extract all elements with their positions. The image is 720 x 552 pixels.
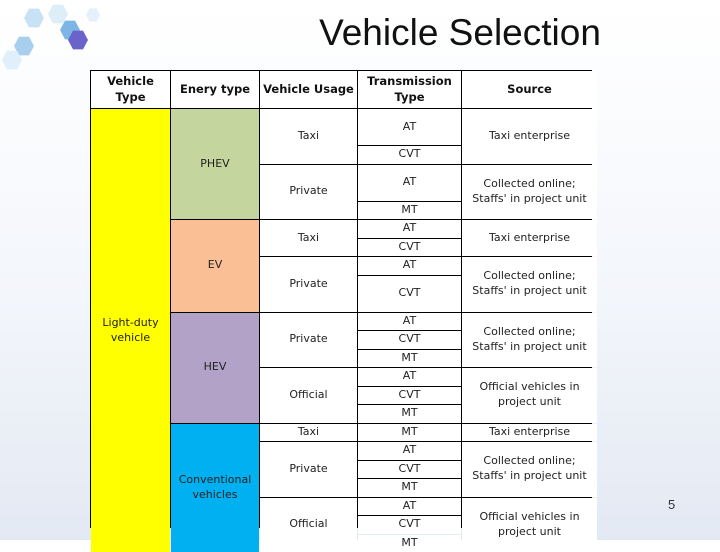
decorative-hexagon (24, 8, 44, 28)
transmission-cell: AT (358, 165, 461, 201)
transmission-cell: CVT (358, 146, 461, 164)
source-cell: Collected online; Staffs' in project unit (462, 165, 597, 220)
usage-cell: Taxi (260, 220, 357, 256)
transmission-cell: AT (358, 368, 461, 386)
transmission-cell: MT (358, 424, 461, 442)
usage-cell: Private (260, 257, 357, 312)
transmission-cell: CVT (358, 331, 461, 349)
transmission-cell: AT (358, 313, 461, 331)
transmission-cell: CVT (358, 461, 461, 479)
source-cell: Collected online; Staffs' in project unit (462, 313, 597, 368)
usage-cell: Official (260, 368, 357, 423)
transmission-cell: MT (358, 405, 461, 423)
transmission-cell: CVT (358, 239, 461, 257)
header-source: Source (462, 71, 597, 108)
transmission-cell: AT (358, 220, 461, 238)
transmission-cell: CVT (358, 516, 461, 534)
transmission-cell: MT (358, 350, 461, 368)
energy-type-hev: HEV (171, 313, 259, 423)
vehicle-type-cell: Light-duty vehicle (91, 109, 170, 552)
usage-cell: Private (260, 165, 357, 220)
transmission-cell: CVT (358, 276, 461, 312)
transmission-cell: MT (358, 479, 461, 497)
page-number: 5 (668, 497, 675, 512)
usage-cell: Taxi (260, 424, 357, 442)
decorative-hexagon (86, 8, 100, 22)
transmission-cell: AT (358, 498, 461, 516)
vehicle-selection-table (90, 70, 592, 528)
transmission-cell: AT (358, 442, 461, 460)
source-cell: Taxi enterprise (462, 424, 597, 442)
usage-cell: Taxi (260, 109, 357, 164)
source-cell: Taxi enterprise (462, 109, 597, 164)
energy-type-ev: EV (171, 220, 259, 312)
transmission-cell: MT (358, 535, 461, 552)
usage-cell: Official (260, 498, 357, 552)
header-energy-type: Enery type (171, 71, 259, 108)
source-cell: Official vehicles in project unit (462, 498, 597, 552)
source-cell: Taxi enterprise (462, 220, 597, 256)
energy-type-phev: PHEV (171, 109, 259, 219)
energy-type-conventional: Conventional vehicles (171, 424, 259, 552)
transmission-cell: AT (358, 257, 461, 275)
header-vehicle-type: Vehicle Type (91, 71, 170, 108)
slide-title: Vehicle Selection (300, 12, 620, 54)
source-cell: Collected online; Staffs' in project unit (462, 442, 597, 497)
source-cell: Official vehicles in project unit (462, 368, 597, 423)
header-transmission-type: Transmission Type (358, 71, 461, 108)
header-vehicle-usage: Vehicle Usage (260, 71, 357, 108)
transmission-cell: AT (358, 109, 461, 145)
transmission-cell: CVT (358, 387, 461, 405)
source-cell: Collected online; Staffs' in project unit (462, 257, 597, 312)
usage-cell: Private (260, 442, 357, 497)
usage-cell: Private (260, 313, 357, 368)
transmission-cell: MT (358, 202, 461, 220)
